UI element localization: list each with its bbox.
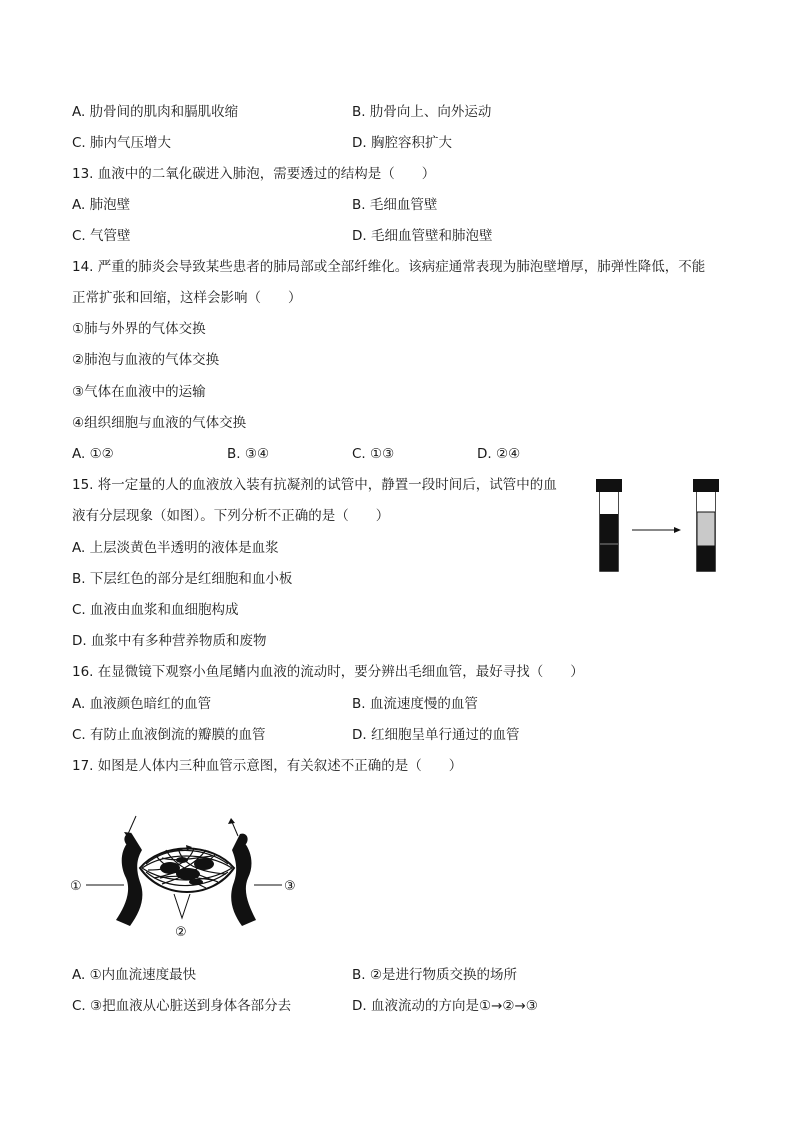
q16-option-d: D. 红细胞呈单行通过的血管 xyxy=(352,727,520,743)
q17-option-a: A. ①内血流速度最快 xyxy=(72,967,197,983)
q15-option-d: D. 血浆中有多种营养物质和废物 xyxy=(72,633,267,649)
q15-option-c: C. 血液由血浆和血细胞构成 xyxy=(72,602,239,618)
label-1: ① xyxy=(70,879,82,894)
q16-option-b: B. 血流速度慢的血管 xyxy=(352,696,478,712)
vessel-1-shape xyxy=(116,842,142,926)
q15-stem-line2: 液有分层现象（如图）。下列分析不正确的是（ ） xyxy=(72,508,390,524)
q13-option-d: D. 毛细血管壁和肺泡壁 xyxy=(352,228,493,244)
q17-option-c: C. ③把血液从心脏送到身体各部分去 xyxy=(72,998,292,1014)
label-3: ③ xyxy=(284,879,296,894)
q16-stem: 16. 在显微镜下观察小鱼尾鳍内血液的流动时，要分辨出毛细血管，最好寻找（ ） xyxy=(72,664,584,680)
flow-arrow-out-icon xyxy=(228,818,238,836)
q14-item-1: ①肺与外界的气体交换 xyxy=(72,321,206,337)
q17-stem: 17. 如图是人体内三种血管示意图，有关叙述不正确的是（ ） xyxy=(72,758,463,774)
q16-option-a: A. 血液颜色暗红的血管 xyxy=(72,696,212,712)
test-tube-figure xyxy=(592,476,724,576)
q17-option-d: D. 血液流动的方向是①→②→③ xyxy=(352,998,538,1014)
tube-after xyxy=(693,479,719,571)
q12-option-b: B. 肋骨向上、向外运动 xyxy=(352,104,492,120)
q14-stem-line2: 正常扩张和回缩，这样会影响（ ） xyxy=(72,290,302,306)
q13-option-b: B. 毛细血管壁 xyxy=(352,197,438,213)
q12-option-d: D. 胸腔容积扩大 xyxy=(352,135,452,151)
q12-option-c: C. 肺内气压增大 xyxy=(72,135,172,151)
q15-option-b: B. 下层红色的部分是红细胞和血小板 xyxy=(72,571,293,587)
q13-stem: 13. 血液中的二氧化碳进入肺泡，需要透过的结构是（ ） xyxy=(72,166,436,182)
q13-option-c: C. 气管壁 xyxy=(72,228,131,244)
q16-option-c: C. 有防止血液倒流的瓣膜的血管 xyxy=(72,727,266,743)
q14-stem-line1: 14. 严重的肺炎会导致某些患者的肺局部或全部纤维化。该病症通常表现为肺泡壁增厚，肺弹性降低，不能 xyxy=(72,259,706,275)
q12-option-a: A. 肋骨间的肌肉和膈肌收缩 xyxy=(72,104,239,120)
flow-arrow-in-icon xyxy=(124,816,136,838)
blood-vessel-figure xyxy=(66,812,312,952)
q17-option-b: B. ②是进行物质交换的场所 xyxy=(352,967,517,983)
q15-option-a: A. 上层淡黄色半透明的液体是血浆 xyxy=(72,540,279,556)
q13-option-a: A. 肺泡壁 xyxy=(72,197,131,213)
q14-item-2: ②肺泡与血液的气体交换 xyxy=(72,352,220,368)
arrow-right-icon xyxy=(632,527,681,533)
q15-stem-line1: 15. 将一定量的人的血液放入装有抗凝剂的试管中，静置一段时间后，试管中的血 xyxy=(72,477,557,493)
q14-option-a: A. ①② xyxy=(72,446,114,462)
tube-before xyxy=(596,479,622,571)
q14-item-3: ③气体在血液中的运输 xyxy=(72,384,206,400)
q14-option-c: C. ①③ xyxy=(352,446,395,462)
label-2: ② xyxy=(175,925,187,940)
q14-option-b: B. ③④ xyxy=(227,446,270,462)
q14-item-4: ④组织细胞与血液的气体交换 xyxy=(72,415,247,431)
vessel-3-shape xyxy=(231,842,256,926)
q14-option-d: D. ②④ xyxy=(477,446,521,462)
